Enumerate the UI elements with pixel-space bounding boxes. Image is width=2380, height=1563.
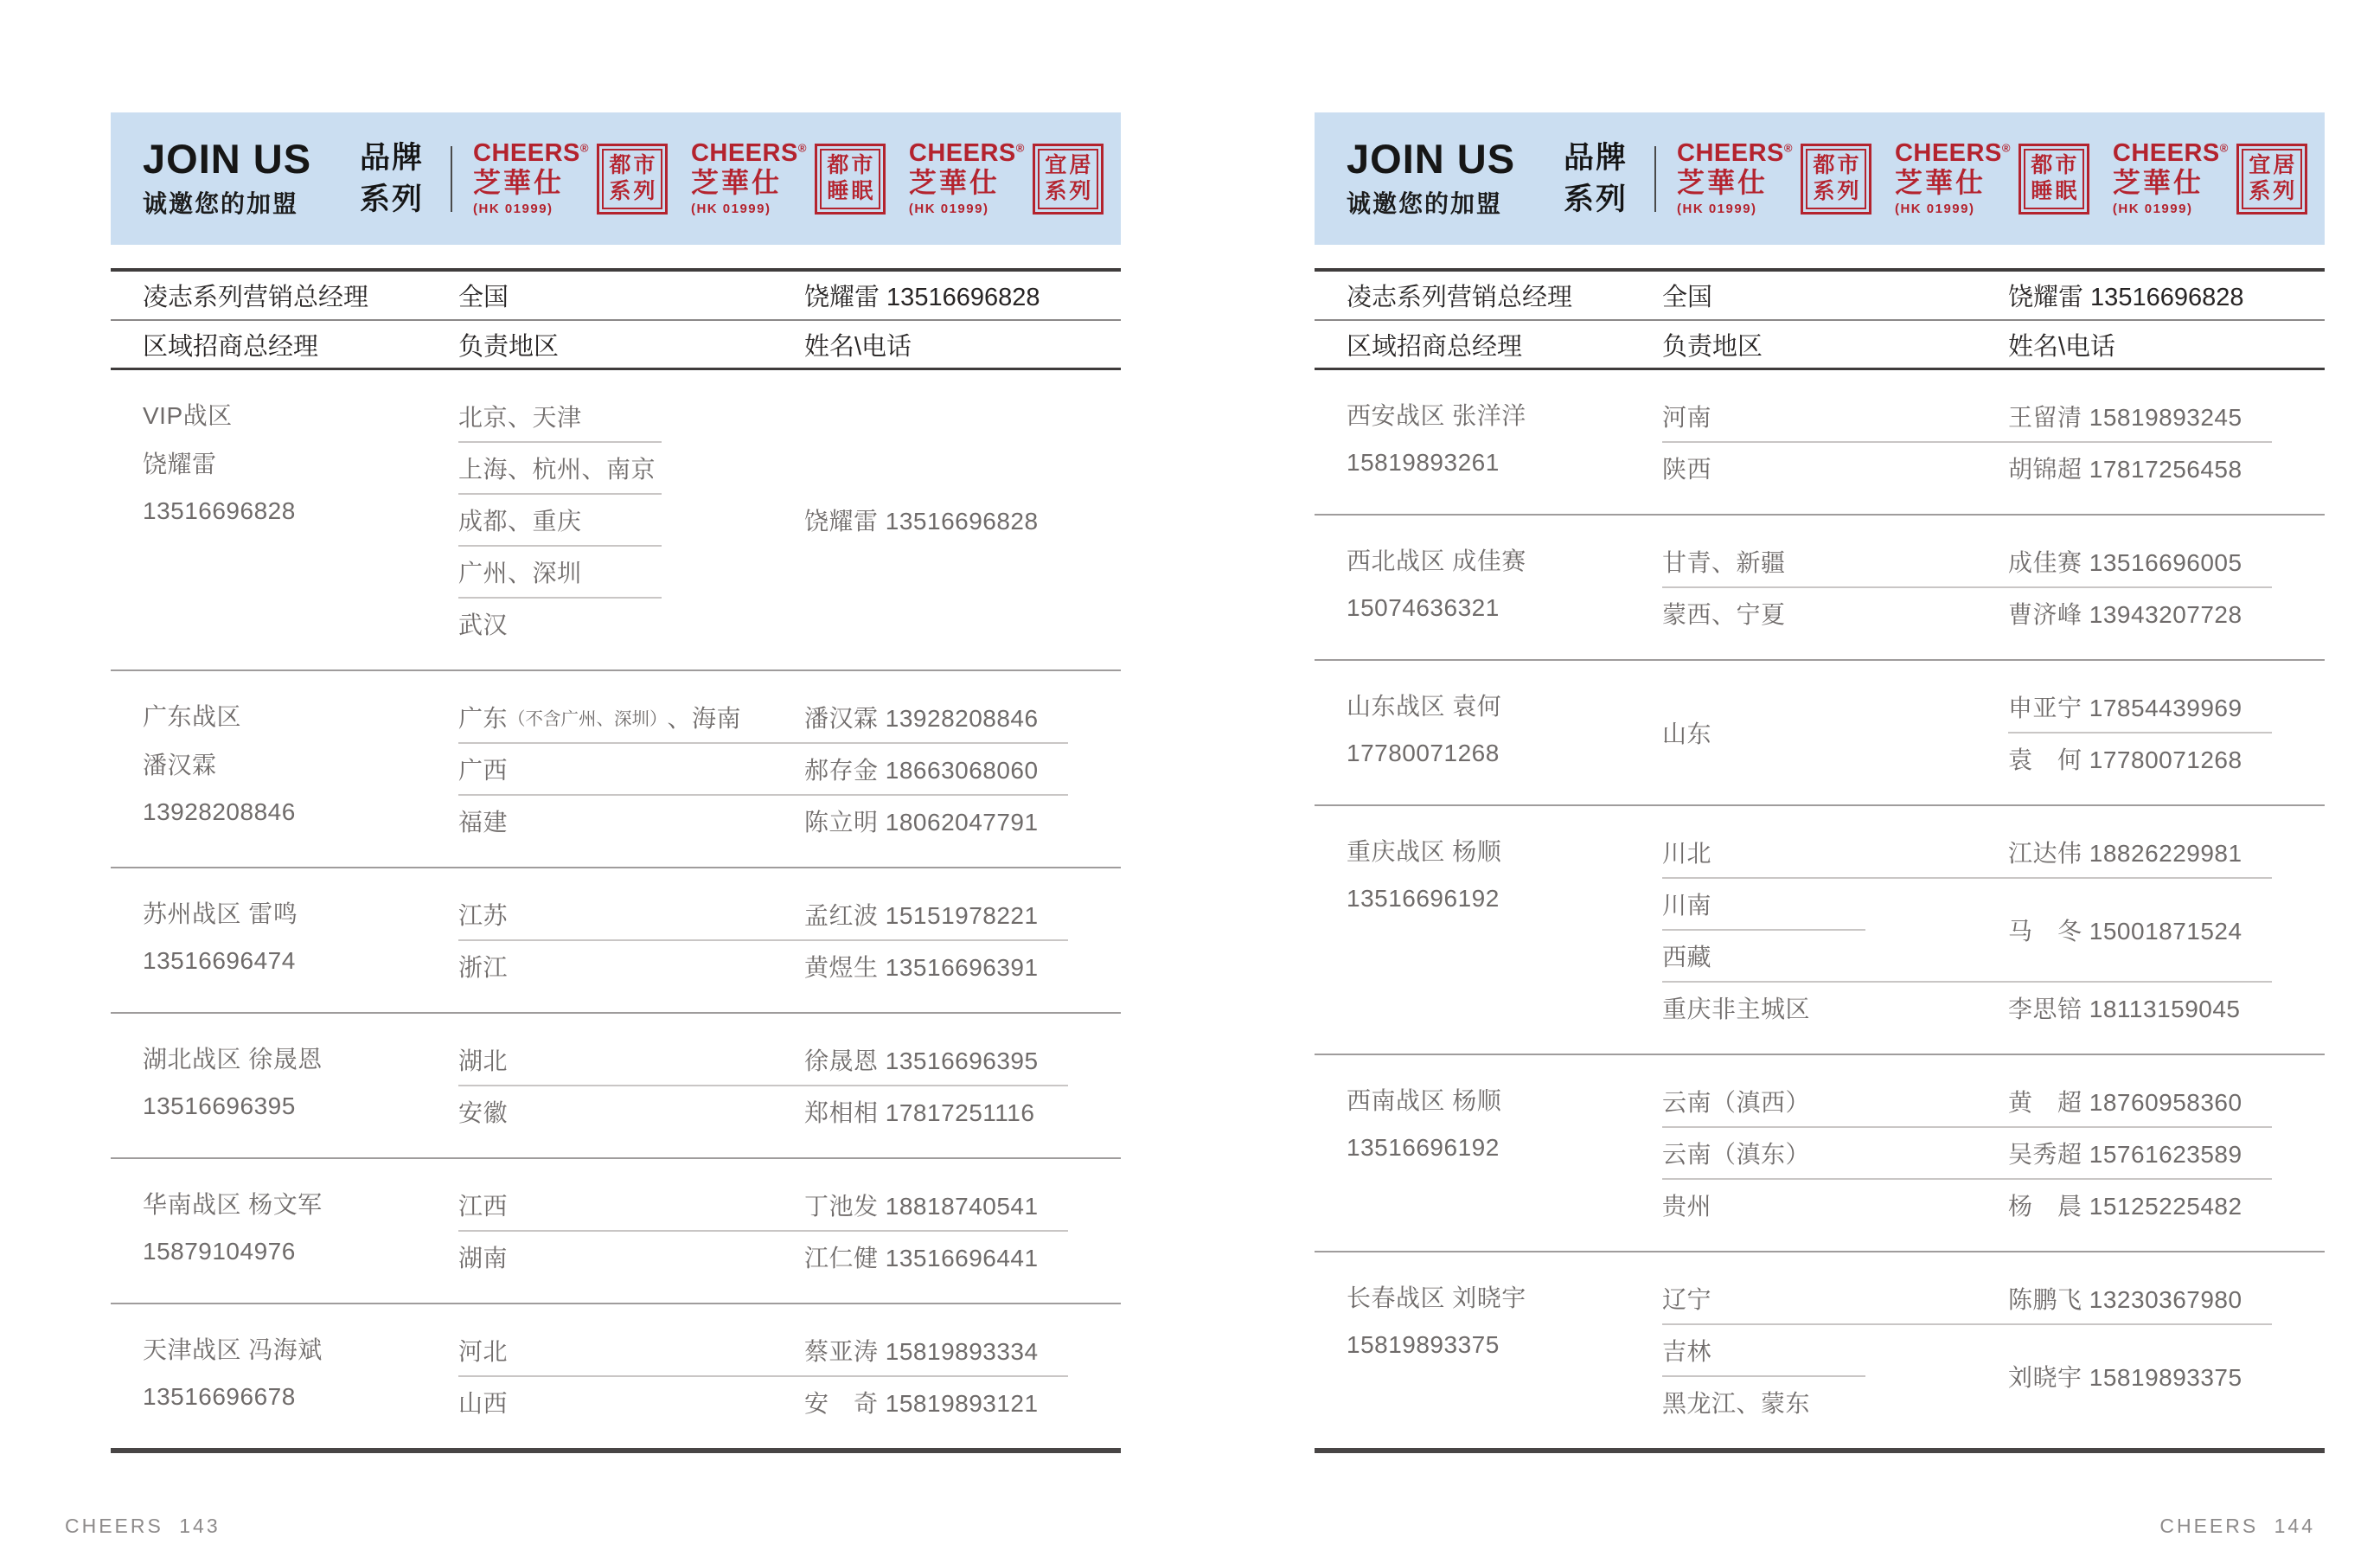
region-cell: 甘青、新疆 (1662, 549, 1786, 576)
series-badge-label (2024, 149, 2084, 209)
contact-cell: 陈立明 18062047791 (804, 809, 1039, 836)
region-cell: 江西 (458, 1193, 509, 1220)
contact-list (804, 1179, 1121, 1231)
contact-list (804, 1231, 1121, 1283)
zone-blocks (111, 370, 1121, 1448)
region-list (1662, 982, 2008, 1034)
region-cell: 蒙西、宁夏 (1662, 601, 1786, 628)
cheers-wordmark: CHEERS® (2112, 139, 2229, 168)
contact-list (2008, 681, 2325, 785)
vertical-divider (451, 146, 452, 212)
contact-cell: 饶耀雷 13516696828 (804, 508, 1039, 535)
region-cell: 武汉 (458, 598, 804, 650)
zone-info-line: 山东战区 袁何 (1347, 693, 1502, 720)
series-label-line2: 系列 (359, 182, 424, 216)
series-badge-line: 都市 (1813, 153, 1862, 177)
zone-info-line: 13516696395 (143, 1092, 296, 1119)
zone-block (1315, 370, 2325, 514)
contact-list (2008, 587, 2325, 639)
registered-trademark-icon: ® (1783, 141, 1793, 155)
region-cell (458, 691, 804, 743)
stock-code: (HK 01999) (908, 201, 989, 216)
region-group (458, 1179, 1121, 1231)
contact-cell: 刘晓宇 15819893375 (2008, 1364, 2242, 1391)
region-list (1662, 390, 2008, 442)
cheers-logo-text (1677, 141, 1793, 215)
region-group (1662, 535, 2325, 587)
zone-info-line: 华南战区 杨文军 (143, 1191, 323, 1218)
brand-logo (1895, 141, 2089, 215)
column-header-row (1315, 321, 2325, 370)
page-number-right: CHEERS 144 (2159, 1515, 2315, 1537)
region-group (458, 1376, 1121, 1428)
zone-blocks (1315, 370, 2325, 1448)
stock-code: (HK 01999) (690, 201, 771, 216)
region-cell: 湖北 (458, 1047, 509, 1074)
cheers-wordmark: CHEERS® (690, 139, 807, 168)
zone-block (111, 867, 1121, 1012)
registered-trademark-icon: ® (1015, 141, 1025, 155)
region-cell: 湖南 (458, 1245, 509, 1272)
region-cell: 成都、重庆 (458, 494, 804, 546)
zone-info (1315, 390, 1662, 494)
contact-list (2008, 1350, 2325, 1402)
zone-info (1315, 826, 1662, 1034)
region-group (458, 940, 1121, 992)
region-groups (1662, 535, 2325, 639)
zone-info-line: VIP战区 (143, 402, 233, 429)
region-list (458, 1086, 804, 1137)
cheers-chinese-name: 芝華仕 (473, 167, 565, 199)
region-list (458, 795, 804, 847)
zone-info-line: 天津战区 冯海斌 (143, 1336, 323, 1363)
zone-info-line: 13516696192 (1347, 885, 1500, 912)
region-list (1662, 587, 2008, 639)
stock-code: (HK 01999) (473, 201, 553, 216)
region-groups (1662, 1272, 2325, 1428)
contact-list (2008, 1075, 2325, 1127)
contact-cell: 吴秀超 15761623589 (2008, 1141, 2242, 1168)
contact-list (804, 743, 1121, 795)
cheers-wordmark: CHEERS® (1677, 139, 1793, 168)
zone-info-line: 西北战区 成佳赛 (1347, 548, 1526, 574)
contact-cell: 江仁健 13516696441 (804, 1245, 1039, 1272)
region-cell: 吉林 (1662, 1338, 1712, 1365)
region-groups (1662, 390, 2325, 494)
cheers-logo-text (691, 141, 807, 215)
region-groups (458, 1034, 1121, 1137)
series-badge-line: 系列 (1045, 178, 1094, 203)
cheers-wordmark: CHEERS® (473, 139, 589, 168)
contact-table (111, 268, 1121, 1453)
contact-list (804, 888, 1121, 940)
region-group (1662, 982, 2325, 1034)
series-badge-label (1038, 149, 1098, 209)
region-group (1662, 390, 2325, 442)
national-area: 全国 (458, 284, 509, 311)
column-header-contact: 姓名\电话 (2008, 332, 2116, 361)
join-us-block (1347, 135, 1563, 220)
region-list (1662, 442, 2008, 494)
region-cell: 北京、天津 (458, 404, 582, 431)
region-cell: 西藏 (1662, 930, 2008, 982)
region-cell: 广州、深圳 (458, 546, 804, 598)
region-list (1662, 878, 2008, 982)
region-group (1662, 681, 2325, 785)
brand-logo (691, 141, 886, 215)
brand-logos (1677, 141, 2307, 215)
region-cell: 江苏 (458, 902, 509, 929)
contact-cell: 郑相相 17817251116 (804, 1099, 1035, 1126)
series-badge-line: 系列 (1813, 178, 1862, 203)
zone-info-line: 15819893375 (1347, 1331, 1500, 1358)
region-cell: 山西 (458, 1390, 509, 1417)
region-group (458, 888, 1121, 940)
zone-info (1315, 1272, 1662, 1428)
region-group (1662, 878, 2325, 982)
column-header-row (111, 321, 1121, 370)
zone-block (111, 669, 1121, 867)
zone-info-line: 重庆战区 杨顺 (1347, 838, 1502, 865)
region-groups (458, 691, 1121, 847)
zone-block (111, 1012, 1121, 1157)
series-badge (1033, 144, 1104, 215)
page-number-left: CHEERS 143 (65, 1515, 221, 1537)
region-group (1662, 1127, 2325, 1179)
series-badge-label (820, 149, 880, 209)
contact-cell: 王留清 15819893245 (2008, 404, 2242, 431)
region-list (458, 1376, 804, 1428)
registered-trademark-icon: ® (579, 141, 589, 155)
zone-info (1315, 681, 1662, 785)
region-group (1662, 442, 2325, 494)
contact-cell: 孟红波 15151978221 (804, 902, 1039, 929)
contact-list (2008, 390, 2325, 442)
contact-cell: 杨 晨 15125225482 (2008, 1193, 2242, 1220)
zone-block (1315, 1251, 2325, 1448)
series-badge-line: 宜居 (1045, 153, 1094, 177)
zone-info-line: 13928208846 (143, 798, 296, 825)
region-cell: 川南 (1662, 892, 1712, 919)
zone-block (1315, 514, 2325, 659)
zone-info (111, 691, 458, 847)
contact-list (2008, 1127, 2325, 1179)
contact-cell: 胡锦超 17817256458 (2008, 456, 2242, 483)
series-badge (2019, 144, 2089, 215)
zone-block (1315, 659, 2325, 804)
contact-cell: 袁 何 17780071268 (2008, 733, 2325, 785)
national-manager-title: 凌志系列营销总经理 (143, 284, 369, 311)
region-groups (1662, 1075, 2325, 1231)
region-cell: 广西 (458, 757, 509, 784)
join-us-block (143, 135, 359, 220)
contact-table (1315, 268, 2325, 1453)
cheers-chinese-name: 芝華仕 (690, 167, 782, 199)
zone-info (111, 390, 458, 650)
region-group (1662, 1324, 2325, 1428)
contact-list (2008, 1272, 2325, 1324)
series-badge-line: 睡眠 (827, 178, 876, 203)
region-cell: 贵州 (1662, 1193, 1712, 1220)
contact-list (804, 494, 1121, 546)
region-cell: 云南（滇东） (1662, 1141, 1811, 1168)
brand-logos (473, 141, 1104, 215)
stock-code: (HK 01999) (2112, 201, 2193, 216)
series-badge (2236, 144, 2307, 215)
national-manager-row (1315, 272, 2325, 321)
zone-info-line: 饶耀雷 (143, 451, 217, 477)
region-list (458, 743, 804, 795)
cheers-logo-text (2113, 141, 2229, 215)
join-us-subtitle: 诚邀您的加盟 (143, 189, 299, 217)
zone-info-line: 15074636321 (1347, 594, 1500, 621)
region-group (458, 1231, 1121, 1283)
contact-list (2008, 1179, 2325, 1231)
join-us-banner (1315, 112, 2325, 245)
national-manager-row (111, 272, 1121, 321)
zone-info-line: 西安战区 张洋洋 (1347, 402, 1526, 429)
zone-info (111, 1179, 458, 1283)
contact-cell: 徐晟恩 13516696395 (804, 1047, 1039, 1074)
region-group (458, 795, 1121, 847)
brand-logo (909, 141, 1104, 215)
cheers-logo-text (1895, 141, 2011, 215)
series-label-line2: 系列 (1563, 182, 1628, 216)
region-list (458, 888, 804, 940)
contact-list (2008, 904, 2325, 956)
series-badge-line: 都市 (2031, 153, 2080, 177)
region-list (1662, 1179, 2008, 1231)
region-groups (458, 1179, 1121, 1283)
region-list (1662, 1127, 2008, 1179)
cheers-wordmark: CHEERS® (1894, 139, 2011, 168)
region-list (1662, 1075, 2008, 1127)
zone-info (1315, 1075, 1662, 1231)
zone-block (1315, 804, 2325, 1054)
series-badge-line: 都市 (609, 153, 658, 177)
column-header-area: 负责地区 (458, 332, 560, 361)
region-cell: 陕西 (1662, 456, 1712, 483)
registered-trademark-icon: ® (2001, 141, 2011, 155)
series-badge-line: 系列 (2249, 178, 2298, 203)
zone-info-line: 13516696474 (143, 947, 296, 974)
zone-info-line: 17780071268 (1347, 740, 1500, 766)
region-cell: 云南（滇西） (1662, 1089, 1811, 1116)
zone-block (111, 1157, 1121, 1303)
region-text: 广东 (458, 705, 509, 732)
zone-info-line: 潘汉霖 (143, 752, 217, 778)
series-badge-line: 系列 (609, 178, 658, 203)
region-cell: 川北 (1662, 840, 1712, 867)
series-badge (597, 144, 668, 215)
cheers-logo-text (473, 141, 589, 215)
brand-logo (1677, 141, 1871, 215)
national-contact: 饶耀雷 13516696828 (804, 284, 1040, 311)
join-us-banner (111, 112, 1121, 245)
zone-block (1315, 1054, 2325, 1251)
region-group (1662, 1272, 2325, 1324)
contact-list (804, 795, 1121, 847)
contact-cell: 蔡亚涛 15819893334 (804, 1338, 1039, 1365)
contact-cell: 李思锫 18113159045 (2008, 996, 2241, 1022)
page-right (1315, 112, 2325, 1453)
national-contact: 饶耀雷 13516696828 (2008, 284, 2244, 311)
series-label (359, 138, 425, 220)
contact-list (804, 940, 1121, 992)
region-group (1662, 587, 2325, 639)
series-badge-line: 睡眠 (2031, 178, 2080, 203)
vertical-divider (1654, 146, 1656, 212)
contact-cell: 马 冬 15001871524 (2008, 918, 2242, 945)
region-groups (458, 390, 1121, 650)
zone-info-line: 长春战区 刘晓宇 (1347, 1284, 1526, 1311)
region-cell: 上海、杭州、南京 (458, 442, 804, 494)
contact-list (804, 1086, 1121, 1137)
region-text: （不含广州、深圳） (508, 709, 668, 729)
region-list (458, 1034, 804, 1086)
zone-info-line: 15819893261 (1347, 449, 1500, 476)
zone-info-line: 苏州战区 雷鸣 (143, 900, 298, 927)
region-list (1662, 1324, 2008, 1428)
contact-cell: 陈鹏飞 13230367980 (2008, 1286, 2242, 1313)
cheers-chinese-name: 芝華仕 (2112, 167, 2204, 199)
national-manager-title: 凌志系列营销总经理 (1347, 284, 1573, 311)
series-label-line1: 品牌 (1563, 141, 1628, 176)
region-list (458, 1324, 804, 1376)
contact-cell: 潘汉霖 13928208846 (804, 705, 1039, 732)
cheers-chinese-name: 芝華仕 (1677, 167, 1769, 199)
contact-cell: 郝存金 18663068060 (804, 757, 1039, 784)
zone-info-line: 15879104976 (143, 1238, 296, 1265)
brand-logo (473, 141, 668, 215)
national-area: 全国 (1662, 284, 1713, 311)
contact-list (2008, 826, 2325, 878)
contact-cell: 黄 超 18760958360 (2008, 1089, 2242, 1116)
contact-cell: 江达伟 18826229981 (2008, 840, 2242, 867)
region-group (1662, 1075, 2325, 1127)
region-list (1662, 1272, 2008, 1324)
contact-list (804, 691, 1121, 743)
region-cell: 山东 (1662, 721, 1712, 747)
series-label-line1: 品牌 (359, 141, 424, 176)
contact-list (2008, 442, 2325, 494)
join-us-title: JOIN US (1347, 135, 1516, 182)
series-badge-label (2242, 149, 2302, 209)
stock-code: (HK 01999) (1677, 201, 1757, 216)
zone-info (1315, 535, 1662, 639)
contact-cell: 申亚宁 17854439969 (2008, 695, 2242, 721)
contact-cell: 成佳赛 13516696005 (2008, 549, 2242, 576)
region-groups (458, 1324, 1121, 1428)
zone-info-line: 13516696828 (143, 497, 296, 524)
region-cell: 安徽 (458, 1099, 509, 1126)
region-list (458, 940, 804, 992)
column-header-manager: 区域招商总经理 (143, 332, 319, 361)
contact-list (804, 1324, 1121, 1376)
region-list (1662, 826, 2008, 878)
registered-trademark-icon: ® (797, 141, 807, 155)
region-cell: 河南 (1662, 404, 1712, 431)
contact-cell: 丁池发 18818740541 (804, 1193, 1039, 1220)
zone-info-line: 湖北战区 徐晟恩 (143, 1046, 323, 1073)
column-header-contact: 姓名\电话 (804, 332, 912, 361)
contact-list (2008, 535, 2325, 587)
region-list (458, 390, 804, 650)
contact-list (804, 1376, 1121, 1428)
cheers-chinese-name: 芝華仕 (908, 167, 1000, 199)
region-groups (1662, 826, 2325, 1034)
page-left (111, 112, 1121, 1453)
zone-info-line: 13516696192 (1347, 1134, 1500, 1161)
series-badge (815, 144, 886, 215)
region-cell: 浙江 (458, 954, 509, 981)
region-group (458, 390, 1121, 650)
region-cell: 辽宁 (1662, 1286, 1712, 1313)
zone-info-line: 13516696678 (143, 1383, 296, 1410)
zone-info (111, 1034, 458, 1137)
series-badge-line: 都市 (827, 153, 876, 177)
join-us-title: JOIN US (143, 135, 312, 182)
region-cell: 河北 (458, 1338, 509, 1365)
series-badge-label (1806, 149, 1866, 209)
column-header-area: 负责地区 (1662, 332, 1763, 361)
zone-info-line: 西南战区 杨顺 (1347, 1087, 1502, 1114)
region-groups (458, 888, 1121, 992)
zone-block (111, 370, 1121, 669)
cheers-wordmark: CHEERS® (908, 139, 1025, 168)
contact-list (804, 1034, 1121, 1086)
series-label (1563, 138, 1628, 220)
region-list (458, 691, 804, 743)
zone-info (111, 1324, 458, 1428)
join-us-subtitle: 诚邀您的加盟 (1347, 189, 1503, 217)
region-group (458, 1086, 1121, 1137)
zone-info (111, 888, 458, 992)
region-groups (1662, 681, 2325, 785)
zone-info-line: 广东战区 (143, 703, 242, 730)
region-list (1662, 707, 2008, 759)
zone-block (111, 1303, 1121, 1448)
series-badge-label (602, 149, 662, 209)
column-header-manager: 区域招商总经理 (1347, 332, 1523, 361)
region-group (458, 1034, 1121, 1086)
stock-code: (HK 01999) (1894, 201, 1975, 216)
cheers-chinese-name: 芝華仕 (1894, 167, 1986, 199)
brand-logo (2113, 141, 2307, 215)
series-badge-line: 宜居 (2249, 153, 2298, 177)
contact-cell: 黄煜生 13516696391 (804, 954, 1039, 981)
region-group (458, 691, 1121, 743)
region-cell: 重庆非主城区 (1662, 996, 1811, 1022)
contact-cell: 安 奇 15819893121 (804, 1390, 1039, 1417)
region-group (458, 1324, 1121, 1376)
region-cell: 黑龙江、蒙东 (1662, 1376, 2008, 1428)
cheers-logo-text (909, 141, 1025, 215)
region-text: 、海南 (667, 705, 742, 732)
region-cell: 福建 (458, 809, 509, 836)
contact-cell: 曹济峰 13943207728 (2008, 601, 2242, 628)
region-group (458, 743, 1121, 795)
region-list (458, 1179, 804, 1231)
region-group (1662, 1179, 2325, 1231)
region-group (1662, 826, 2325, 878)
registered-trademark-icon: ® (2219, 141, 2229, 155)
contact-list (2008, 982, 2325, 1034)
series-badge (1801, 144, 1871, 215)
region-list (1662, 535, 2008, 587)
region-list (458, 1231, 804, 1283)
